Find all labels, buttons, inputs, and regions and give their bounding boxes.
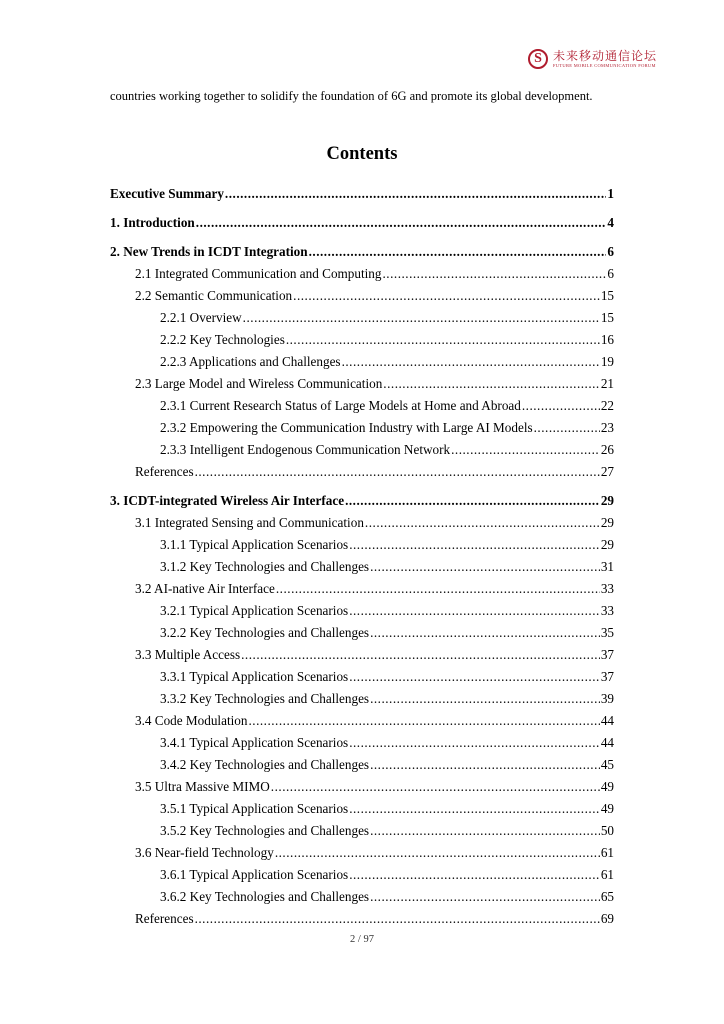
toc-entry-label: 3.6 Near-field Technology [135, 845, 274, 860]
toc-entry-page: 50 [600, 823, 614, 838]
toc-entry-page: 61 [600, 867, 614, 882]
toc-entry-label: Executive Summary [110, 186, 224, 201]
toc-entry-page: 6 [607, 244, 614, 259]
dot-leader [293, 285, 600, 307]
dot-leader [243, 307, 600, 329]
dot-leader [383, 373, 600, 395]
dot-leader [276, 578, 600, 600]
toc-entry[interactable] [110, 329, 614, 351]
toc-entry-page: 37 [600, 647, 614, 662]
toc-entry[interactable] [110, 395, 614, 417]
toc-entry-label: 2.3.3 Intelligent Endogenous Communication Network [160, 442, 451, 457]
forum-logo [528, 49, 657, 69]
dot-leader [309, 241, 607, 263]
toc-entry[interactable] [110, 644, 614, 666]
toc-entry[interactable] [110, 820, 614, 842]
toc-entry-label: 2.3.2 Empowering the Communication Industry with Large AI Models [160, 420, 533, 435]
toc-entry-page: 44 [600, 713, 614, 728]
toc-entry-label: 3.3 Multiple Access [135, 647, 241, 662]
toc-entry-label: 3.1.2 Key Technologies and Challenges [160, 559, 370, 574]
toc-entry[interactable] [110, 908, 614, 930]
toc-entry[interactable] [110, 263, 614, 285]
dot-leader [275, 842, 600, 864]
dot-leader [383, 263, 607, 285]
dot-leader [349, 798, 600, 820]
toc-entry[interactable] [110, 490, 614, 512]
toc-entry[interactable] [110, 886, 614, 908]
dot-leader [345, 490, 600, 512]
dot-leader [248, 710, 599, 732]
dot-leader [195, 908, 600, 930]
toc-entry[interactable] [110, 183, 614, 205]
dot-leader [349, 864, 600, 886]
toc-entry[interactable] [110, 307, 614, 329]
dot-leader [271, 776, 600, 798]
dot-leader [349, 732, 600, 754]
toc-entry-page: 35 [600, 625, 614, 640]
dot-leader [349, 534, 600, 556]
toc-entry[interactable] [110, 373, 614, 395]
toc-entry[interactable] [110, 534, 614, 556]
toc-entry-label: 3.3.2 Key Technologies and Challenges [160, 691, 370, 706]
toc-entry[interactable] [110, 417, 614, 439]
toc-entry[interactable] [110, 556, 614, 578]
toc-entry-label: References [135, 911, 194, 926]
logo-english-text: FUTURE MOBILE COMMUNICATION FORUM [553, 62, 656, 68]
toc-entry-page: 15 [600, 288, 614, 303]
toc-entry-page: 33 [600, 603, 614, 618]
toc-entry-page: 49 [600, 779, 614, 794]
toc-entry[interactable] [110, 842, 614, 864]
toc-entry-label: 2.2.3 Applications and Challenges [160, 354, 341, 369]
toc-entry[interactable] [110, 776, 614, 798]
dot-leader [370, 556, 600, 578]
toc-entry-label: 2. New Trends in ICDT Integration [110, 244, 308, 259]
toc-entry-label: 2.3.1 Current Research Status of Large Models at Home and Abroad [160, 398, 521, 413]
toc-entry-page: 49 [600, 801, 614, 816]
toc-entry-label: 3.2.2 Key Technologies and Challenges [160, 625, 370, 640]
dot-leader [370, 754, 600, 776]
toc-entry-label: 1. Introduction [110, 215, 195, 230]
toc-entry-page: 37 [600, 669, 614, 684]
toc-entry-label: 3. ICDT-integrated Wireless Air Interface [110, 493, 345, 508]
toc-entry-label: 2.2 Semantic Communication [135, 288, 293, 303]
toc-entry-page: 69 [600, 911, 614, 926]
toc-entry-page: 23 [600, 420, 614, 435]
dot-leader [349, 666, 600, 688]
toc-entry-label: 3.4 Code Modulation [135, 713, 248, 728]
toc-entry[interactable] [110, 439, 614, 461]
toc-entry-page: 44 [600, 735, 614, 750]
toc-entry-label: 3.5.2 Key Technologies and Challenges [160, 823, 370, 838]
toc-entry-label: 3.3.1 Typical Application Scenarios [160, 669, 349, 684]
toc-entry-page: 4 [607, 215, 614, 230]
dot-leader [349, 600, 600, 622]
toc-entry[interactable] [110, 864, 614, 886]
toc-entry[interactable] [110, 798, 614, 820]
page-number: 2 / 97 [350, 934, 374, 945]
toc-entry[interactable] [110, 622, 614, 644]
toc-entry[interactable] [110, 666, 614, 688]
toc-entry-label: 3.5 Ultra Massive MIMO [135, 779, 270, 794]
dot-leader [370, 622, 600, 644]
toc-entry-label: References [135, 464, 194, 479]
toc-entry[interactable] [110, 710, 614, 732]
toc-entry-page: 16 [600, 332, 614, 347]
toc-entry[interactable] [110, 461, 614, 483]
toc-entry-label: 2.2.2 Key Technologies [160, 332, 285, 347]
toc-entry-page: 33 [600, 581, 614, 596]
toc-entry-page: 27 [600, 464, 614, 479]
toc-entry-label: 2.3 Large Model and Wireless Communication [135, 376, 383, 391]
toc-entry-page: 61 [600, 845, 614, 860]
toc-entry[interactable] [110, 351, 614, 373]
table-of-contents [110, 183, 614, 930]
dot-leader [225, 183, 606, 205]
toc-entry-label: 2.1 Integrated Communication and Computing [135, 266, 382, 281]
toc-entry-label: 3.4.2 Key Technologies and Challenges [160, 757, 370, 772]
toc-entry-page: 26 [600, 442, 614, 457]
toc-entry[interactable] [110, 578, 614, 600]
toc-entry-page: 29 [600, 493, 614, 508]
toc-entry-page: 31 [600, 559, 614, 574]
dot-leader [196, 212, 607, 234]
toc-entry[interactable] [110, 512, 614, 534]
dot-leader [286, 329, 600, 351]
toc-entry-page: 22 [600, 398, 614, 413]
toc-entry[interactable] [110, 212, 614, 234]
dot-leader [451, 439, 600, 461]
logo-chinese-text: 未来移动通信论坛 [553, 48, 658, 63]
toc-entry-label: 3.4.1 Typical Application Scenarios [160, 735, 349, 750]
toc-entry-label: 3.6.2 Key Technologies and Challenges [160, 889, 370, 904]
toc-entry-page: 21 [600, 376, 614, 391]
toc-entry-page: 29 [600, 537, 614, 552]
toc-entry-page: 15 [600, 310, 614, 325]
dot-leader [534, 417, 600, 439]
toc-entry-label: 3.1.1 Typical Application Scenarios [160, 537, 349, 552]
toc-entry[interactable] [110, 688, 614, 710]
toc-entry-page: 45 [600, 757, 614, 772]
dot-leader [365, 512, 600, 534]
toc-entry[interactable] [110, 600, 614, 622]
dot-leader [241, 644, 600, 666]
dot-leader [195, 461, 600, 483]
logo-mark-icon: S [528, 49, 548, 69]
toc-entry[interactable] [110, 732, 614, 754]
toc-entry-page: 29 [600, 515, 614, 530]
toc-entry-page: 39 [600, 691, 614, 706]
toc-entry-label: 3.2 AI-native Air Interface [135, 581, 275, 596]
toc-entry-label: 2.2.1 Overview [160, 310, 242, 325]
toc-entry-label: 3.1 Integrated Sensing and Communication [135, 515, 364, 530]
dot-leader [370, 886, 600, 908]
page-title: Contents [326, 144, 398, 164]
toc-entry[interactable] [110, 285, 614, 307]
toc-entry-page: 19 [600, 354, 614, 369]
toc-entry-page: 1 [607, 186, 614, 201]
dot-leader [342, 351, 600, 373]
toc-entry[interactable] [110, 241, 614, 263]
intro-text: countries working together to solidify the foundation of 6G and promote its global development. [110, 89, 593, 103]
toc-entry-label: 3.2.1 Typical Application Scenarios [160, 603, 349, 618]
toc-entry-label: 3.6.1 Typical Application Scenarios [160, 867, 349, 882]
toc-entry-page: 65 [600, 889, 614, 904]
dot-leader [370, 820, 600, 842]
dot-leader [522, 395, 600, 417]
dot-leader [370, 688, 600, 710]
toc-entry-page: 6 [607, 266, 614, 281]
toc-entry[interactable] [110, 754, 614, 776]
toc-entry-label: 3.5.1 Typical Application Scenarios [160, 801, 349, 816]
